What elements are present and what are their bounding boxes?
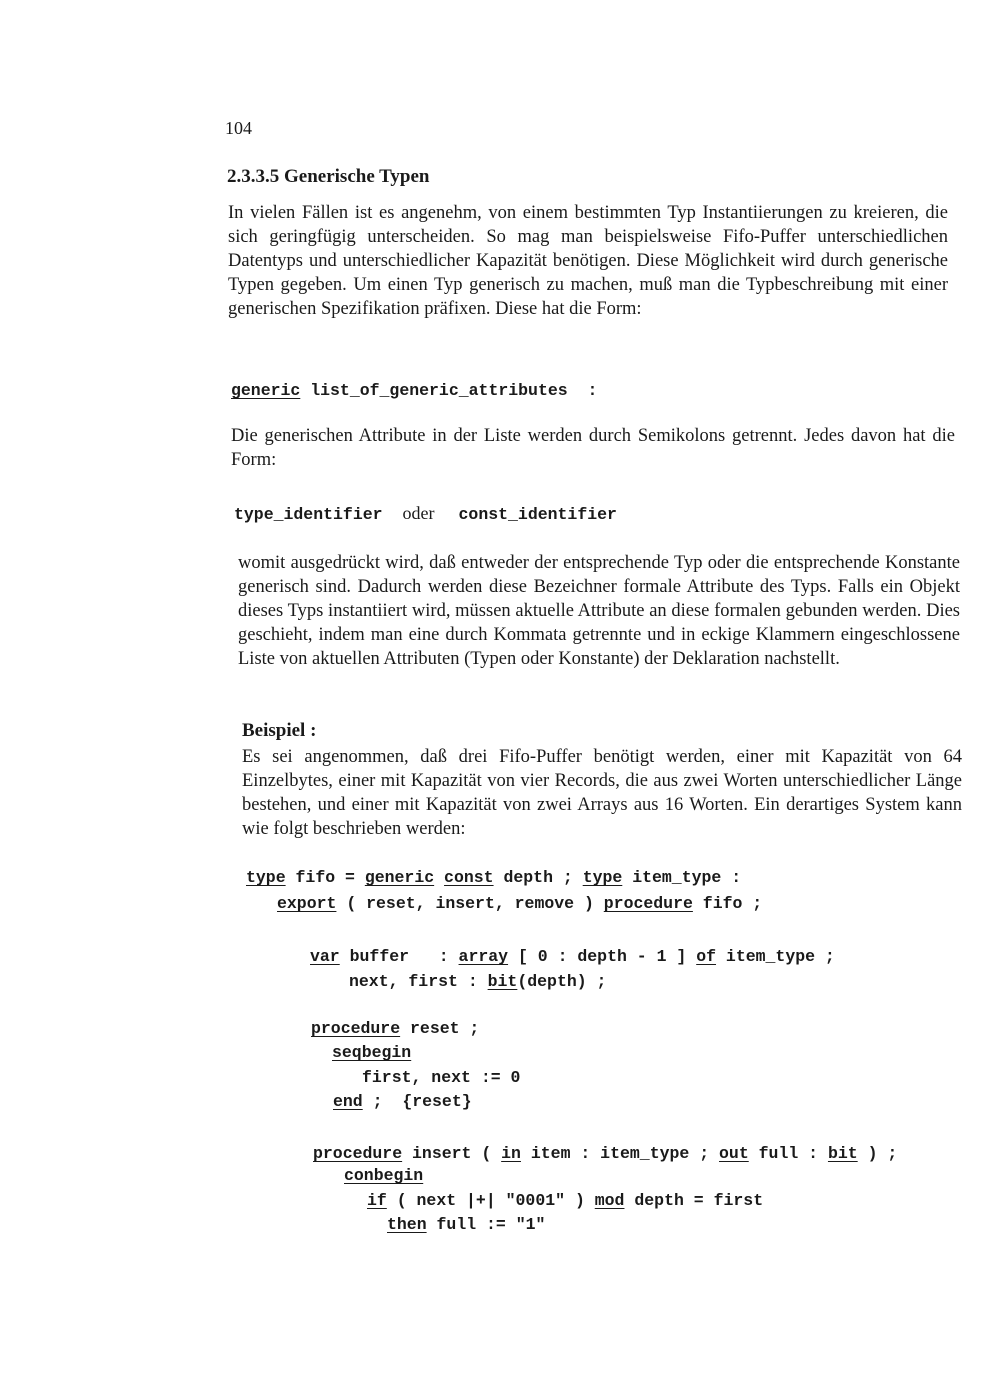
paragraph-example xyxy=(242,745,962,841)
kw-procedure: procedure xyxy=(603,894,693,913)
kw-seqbegin: seqbegin xyxy=(332,1043,412,1062)
code-text: next, first : xyxy=(349,972,488,991)
kw-bit: bit xyxy=(827,1144,858,1163)
paragraph-attributes xyxy=(231,424,955,472)
code-text: item_type ; xyxy=(716,947,835,966)
kw-mod: mod xyxy=(594,1191,625,1210)
generic-syntax-rest: list_of_generic_attributes : xyxy=(300,381,598,400)
code-text: (depth) ; xyxy=(517,972,607,991)
kw-in: in xyxy=(501,1144,521,1163)
code-text: fifo = xyxy=(285,868,365,887)
page-number: 104 xyxy=(225,118,252,138)
section-title: 2.3.3.5 Generische Typen xyxy=(227,166,430,187)
code-text: ) ; xyxy=(857,1144,898,1163)
kw-array: array xyxy=(458,947,509,966)
generic-keyword: generic xyxy=(231,381,301,400)
code-text: fifo ; xyxy=(692,894,763,913)
attribute-syntax-line xyxy=(234,503,617,524)
code-text: buffer : xyxy=(339,947,459,966)
code-text: ; {reset} xyxy=(362,1092,472,1111)
kw-out: out xyxy=(719,1144,749,1163)
code-line-2 xyxy=(277,892,762,916)
code-text: item_type : xyxy=(622,868,742,887)
code-line-6 xyxy=(332,1041,411,1065)
paragraph-intro xyxy=(228,201,948,321)
code-text: reset ; xyxy=(400,1019,480,1038)
const-identifier: const_identifier xyxy=(458,505,617,524)
paragraph-explanation xyxy=(238,551,960,671)
code-text: ( next |+| "0001" ) xyxy=(386,1191,595,1210)
paragraph-intro-text: In vielen Fällen ist es angenehm, von einem bestimmten Typ Instantiierungen zu kreieren, die sich geringfügig unterscheiden. So mag man beispielsweise Fifo-Puffer unterschiedlichen Datentyps und unterschiedlicher Kapazität benötigen. Diese Möglichkeit wird durch generische Typen gegeben. Um einen Typ generisch zu machen, muß man die Typbeschreibung mit einer generischen Spezifikation präfixen. Diese hat die Form: xyxy=(228,203,948,319)
kw-type: type xyxy=(246,868,286,887)
code-line-12 xyxy=(387,1213,545,1237)
kw-generic: generic xyxy=(364,868,435,887)
code-line-7 xyxy=(362,1066,520,1090)
code-text: insert ( xyxy=(402,1144,502,1163)
kw-procedure: procedure xyxy=(313,1144,403,1163)
code-text: [ 0 : depth - 1 ] xyxy=(508,947,697,966)
kw-export: export xyxy=(277,894,337,913)
code-line-11 xyxy=(367,1189,763,1213)
kw-type: type xyxy=(582,868,623,887)
oder-word: oder xyxy=(402,503,435,523)
paragraph-attributes-text: Die generischen Attribute in der Liste werden durch Semikolons getrennt. Jedes davon hat die Form: xyxy=(231,426,955,470)
kw-conbegin: conbegin xyxy=(344,1166,424,1185)
kw-then: then xyxy=(387,1215,427,1234)
code-text: item : item_type ; xyxy=(520,1144,720,1163)
code-text: full := "1" xyxy=(426,1215,546,1234)
code-line-10 xyxy=(344,1164,423,1188)
kw-if: if xyxy=(367,1191,387,1210)
type-identifier: type_identifier xyxy=(234,505,383,524)
paragraph-example-text: Es sei angenommen, daß drei Fifo-Puffer benötigt werden, einer mit Kapazität von 64 Einzelbytes, einer mit Kapazität von vier Records, die aus zwei Worten unterschiedlicher Länge bestehen, und einer mit Kapazität von zwei Arrays aus 16 Worten. Ein derartiges System kann wie folgt beschrieben werden: xyxy=(242,747,962,839)
code-text: full : xyxy=(748,1144,828,1163)
code-line-4 xyxy=(349,970,606,994)
example-label: Beispiel : xyxy=(242,720,317,741)
kw-procedure: procedure xyxy=(311,1019,401,1038)
paragraph-explanation-text: womit ausgedrückt wird, daß entweder der entsprechende Typ oder die entsprechende Konstante generisch sind. Dadurch werden diese Bezeichner formale Attribute des Typs. Falls ein Objekt dieses Typs instantiiert wird, müssen aktuelle Attribute an diese formalen gebunden werden. Dies geschieht, indem man eine durch Kommata getrennte und in eckige Klammern eingeschlossene Liste von aktuellen Attributen (Typen oder Konstante) der Deklaration nachstellt. xyxy=(238,553,960,669)
kw-const: const xyxy=(444,868,494,887)
code-line-3 xyxy=(310,945,835,969)
code-text: depth ; xyxy=(493,868,583,887)
kw-of: of xyxy=(696,947,717,966)
code-line-1 xyxy=(246,866,741,890)
code-text: ( reset, insert, remove ) xyxy=(336,894,604,913)
kw-bit: bit xyxy=(487,972,518,991)
kw-var: var xyxy=(310,947,340,966)
code-line-8 xyxy=(333,1090,472,1114)
code-line-5 xyxy=(311,1017,479,1041)
code-text: depth = first xyxy=(624,1191,764,1210)
generic-syntax-line xyxy=(231,381,597,400)
code-text: first, next := 0 xyxy=(362,1068,521,1087)
code-line-9 xyxy=(313,1142,897,1166)
kw-end: end xyxy=(333,1092,363,1111)
